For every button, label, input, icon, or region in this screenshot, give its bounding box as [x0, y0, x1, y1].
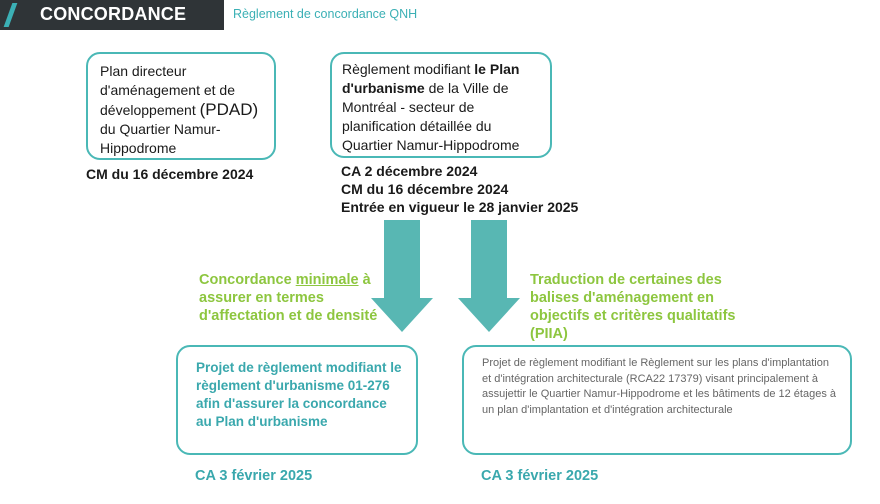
header-bar: [0, 0, 224, 30]
header-slash-icon: [4, 3, 18, 27]
pdad-abbr: (PDAD): [199, 100, 259, 119]
reglement-box: [330, 52, 552, 158]
reglement-text-1: Règlement modifiant: [342, 61, 475, 77]
left-note-underlined: minimale: [295, 272, 359, 288]
pdad-box: [86, 52, 276, 160]
left-result-box: [176, 345, 418, 455]
reglement-caption-line2: CM du 16 décembre 2024: [341, 181, 509, 197]
left-note-text-2: à assurer en termes d'affectation et de densité: [199, 272, 378, 324]
reglement-caption-line3: Entrée en vigueur le 28 janvier 2025: [341, 199, 579, 215]
right-note: Traduction de certaines des balises d'aménagement en objectifs et critères qualitatifs (PIIA): [530, 272, 736, 342]
page-subtitle: Règlement de concordance QNH: [233, 7, 418, 21]
left-note: [199, 271, 379, 325]
left-date: CA 3 février 2025: [195, 468, 313, 484]
reglement-caption-line1: CA 2 décembre 2024: [341, 163, 478, 179]
reglement-text-2: de la Ville de Montréal - secteur de planification détaillée du Quartier Namur-Hippodrome: [342, 80, 520, 153]
right-result-box: [462, 345, 852, 455]
down-arrow-icon-right: [458, 220, 520, 332]
left-note-text-1: Concordance: [199, 272, 296, 288]
reglement-bold: le Plan d'urbanisme: [342, 61, 520, 96]
pdad-text-2: du Quartier Namur-Hippodrome: [100, 121, 221, 156]
pdad-text-1: Plan directeur d'aménagement et de développement: [100, 63, 235, 118]
right-result-text: Projet de règlement modifiant le Règlement sur les plans d'implantation et d'intégration architecturale (RCA22 17379) visant principalement à assujettir le Quartier Namur-Hippodrome et les bâtiments de 12 étages à un plan d'implantation et d'intégration architecturale: [482, 357, 837, 416]
left-result-text: Projet de règlement modifiant le règlement d'urbanisme 01-276 afin d'assurer la concordance au Plan d'urbanisme: [196, 360, 402, 429]
pdad-caption: CM du 16 décembre 2024: [86, 166, 254, 182]
down-arrow-icon-left: [371, 220, 433, 332]
right-date: CA 3 février 2025: [481, 468, 599, 484]
page-title: CONCORDANCE: [40, 4, 187, 24]
reglement-caption: [341, 162, 578, 216]
